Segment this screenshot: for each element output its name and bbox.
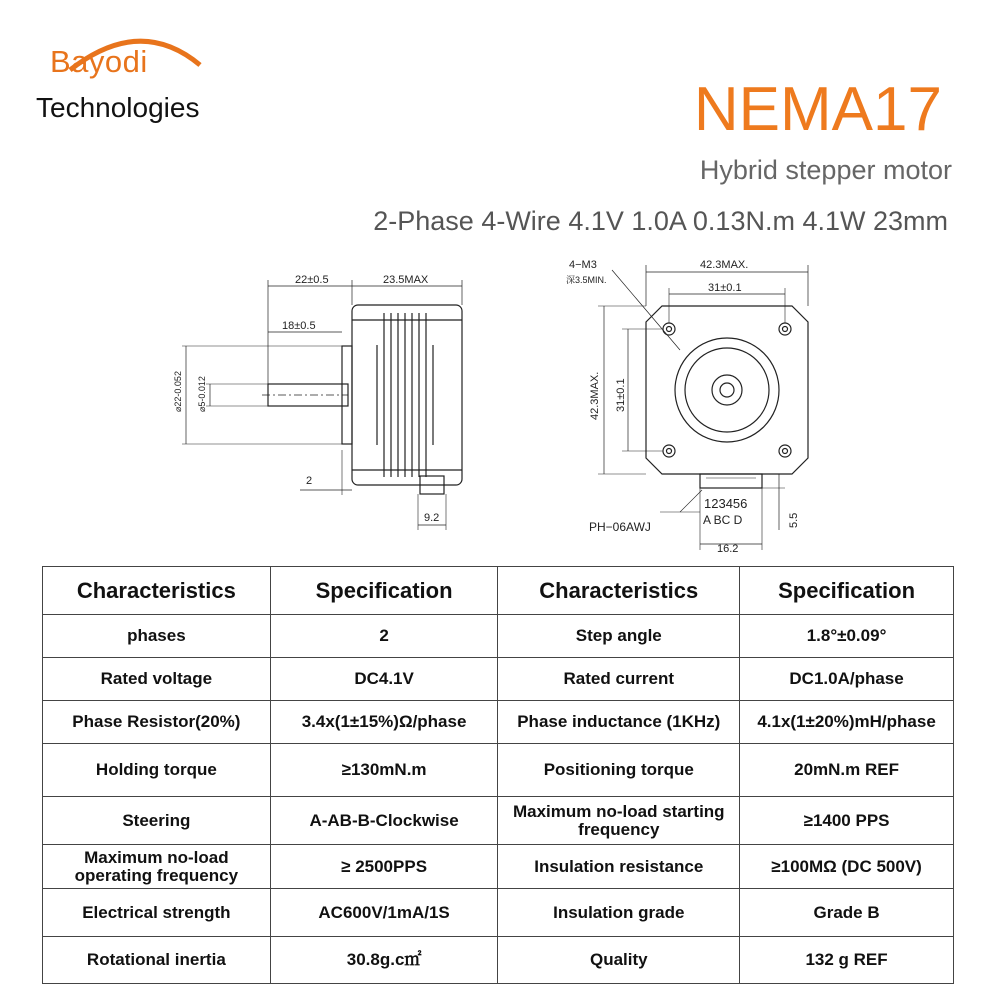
table-cell: 20mN.m REF bbox=[740, 744, 954, 797]
table-cell: A-AB-B-Clockwise bbox=[270, 797, 498, 845]
dim-hole-spacing: 31±0.1 bbox=[708, 282, 742, 294]
pin-numbers: 123456 bbox=[704, 496, 748, 511]
table-cell: 2 bbox=[270, 615, 498, 658]
table-cell: Maximum no-load starting frequency bbox=[498, 797, 740, 845]
header-characteristics-2: Characteristics bbox=[498, 567, 740, 615]
table-row bbox=[43, 845, 954, 889]
header-characteristics-1: Characteristics bbox=[43, 567, 271, 615]
table-cell: 3.4x(1±15%)Ω/phase bbox=[270, 701, 498, 744]
front-view bbox=[598, 265, 808, 550]
table-row bbox=[43, 797, 954, 845]
table-cell: Insulation grade bbox=[498, 889, 740, 937]
table-row bbox=[43, 701, 954, 744]
table-row bbox=[43, 658, 954, 701]
table-row bbox=[43, 937, 954, 984]
table-cell: DC1.0A/phase bbox=[740, 658, 954, 701]
dim-width: 42.3MAX. bbox=[700, 259, 749, 271]
table-cell: Electrical strength bbox=[43, 889, 271, 937]
table-cell: ≥ 2500PPS bbox=[270, 845, 498, 889]
brand-name: Bayodi bbox=[50, 44, 148, 79]
table-cell: Quality bbox=[498, 937, 740, 984]
table-cell: DC4.1V bbox=[270, 658, 498, 701]
model-title: NEMA17 bbox=[693, 75, 942, 144]
table-header-row bbox=[43, 567, 954, 615]
table-cell: Insulation resistance bbox=[498, 845, 740, 889]
table-cell: ≥130mN.m bbox=[270, 744, 498, 797]
table-row bbox=[43, 889, 954, 937]
technical-drawing bbox=[0, 250, 1000, 560]
dim-connector-h: 5.5 bbox=[788, 512, 800, 528]
table-cell: Rated current bbox=[498, 658, 740, 701]
table-cell: ≥1400 PPS bbox=[740, 797, 954, 845]
table-cell: 132 g REF bbox=[740, 937, 954, 984]
table-cell: Step angle bbox=[498, 615, 740, 658]
dim-connector-w: 16.2 bbox=[717, 543, 739, 555]
dim-connector: 9.2 bbox=[424, 512, 440, 524]
product-spec-line: 2-Phase 4-Wire 4.1V 1.0A 0.13N.m 4.1W 23mm bbox=[373, 206, 948, 236]
holes-depth: 深3.5MIN. bbox=[566, 275, 607, 285]
dim-body: 23.5MAX bbox=[383, 274, 429, 286]
side-view bbox=[182, 280, 462, 530]
table-cell: Phase inductance (1KHz) bbox=[498, 701, 740, 744]
table-cell: Maximum no-load operating frequency bbox=[43, 845, 271, 889]
table-cell: Holding torque bbox=[43, 744, 271, 797]
header-specification-2: Specification bbox=[740, 567, 954, 615]
table-cell: Rotational inertia bbox=[43, 937, 271, 984]
holes-label: 4−M3 bbox=[569, 259, 597, 271]
table-cell: Phase Resistor(20%) bbox=[43, 701, 271, 744]
product-subtitle: Hybrid stepper motor bbox=[699, 155, 952, 185]
table-cell: 30.8g.c㎡ bbox=[270, 937, 498, 984]
dim-height: 42.3MAX. bbox=[589, 371, 601, 420]
table-cell: phases bbox=[43, 615, 271, 658]
table-cell: AC600V/1mA/1S bbox=[270, 889, 498, 937]
dim-hole-spacing-v: 31±0.1 bbox=[615, 378, 627, 412]
brand-subname: Technologies bbox=[36, 92, 200, 123]
table-cell: 1.8°±0.09° bbox=[740, 615, 954, 658]
table-cell: Grade B bbox=[740, 889, 954, 937]
dim-shaft-flat: 18±0.5 bbox=[282, 320, 316, 332]
spec-table bbox=[42, 566, 954, 984]
dia-boss: ⌀22-0.052 bbox=[173, 371, 183, 412]
dim-shaft-total: 22±0.5 bbox=[295, 274, 329, 286]
header-specification-1: Specification bbox=[270, 567, 498, 615]
dia-shaft: ⌀5-0.012 bbox=[197, 376, 207, 412]
table-cell: Rated voltage bbox=[43, 658, 271, 701]
table-row bbox=[43, 615, 954, 658]
table-cell: 4.1x(1±20%)mH/phase bbox=[740, 701, 954, 744]
table-cell: ≥100MΩ (DC 500V) bbox=[740, 845, 954, 889]
dim-flange: 2 bbox=[306, 475, 313, 487]
connector-model: PH−06AWJ bbox=[589, 520, 651, 534]
table-cell: Positioning torque bbox=[498, 744, 740, 797]
table-row bbox=[43, 744, 954, 797]
table-cell: Steering bbox=[43, 797, 271, 845]
pin-labels: A BC D bbox=[703, 513, 743, 527]
